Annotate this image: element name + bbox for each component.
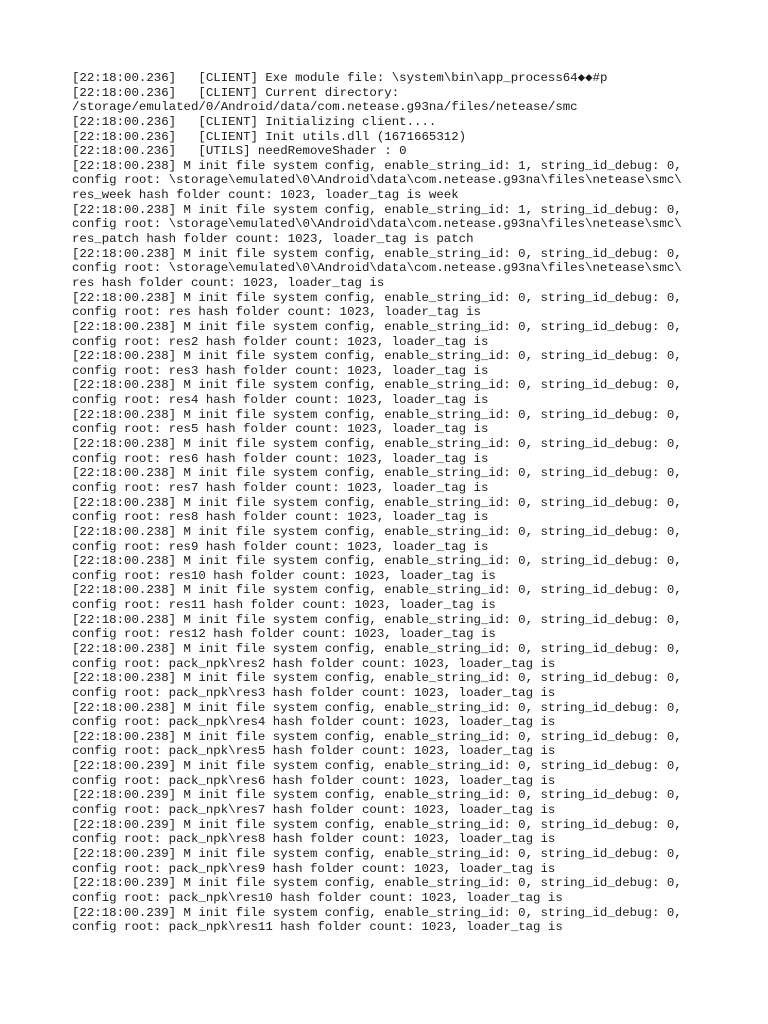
log-line: [22:18:00.238] M init file system config, enable_string_id: 0, string_id_debug: 0, [72, 700, 682, 715]
log-line: /storage/emulated/0/Android/data/com.netease.g93na/files/netease/smc [72, 100, 578, 115]
log-line: [22:18:00.238] M init file system config, enable_string_id: 0, string_id_debug: 0, [72, 554, 682, 569]
log-line: [22:18:00.238] M init file system config, enable_string_id: 0, string_id_debug: 0, [72, 524, 682, 539]
log-line: config root: res2 hash folder count: 1023, loader_tag is [72, 334, 489, 349]
log-line: [22:18:00.239] M init file system config, enable_string_id: 0, string_id_debug: 0, [72, 759, 682, 774]
log-line: [22:18:00.239] M init file system config, enable_string_id: 0, string_id_debug: 0, [72, 876, 682, 891]
log-line: res hash folder count: 1023, loader_tag is [72, 275, 385, 290]
log-lines [72, 71, 762, 935]
log-line: [22:18:00.236] [UTILS] needRemoveShader : 0 [72, 144, 407, 159]
log-line: config root: pack_npk\res6 hash folder count: 1023, loader_tag is [72, 773, 556, 788]
log-line: [22:18:00.238] M init file system config, enable_string_id: 1, string_id_debug: 0, [72, 202, 682, 217]
log-line: config root: pack_npk\res4 hash folder count: 1023, loader_tag is [72, 715, 556, 730]
log-line: [22:18:00.239] M init file system config, enable_string_id: 0, string_id_debug: 0, [72, 846, 682, 861]
log-line: config root: res9 hash folder count: 1023, loader_tag is [72, 539, 489, 554]
log-line: [22:18:00.238] M init file system config, enable_string_id: 0, string_id_debug: 0, [72, 246, 682, 261]
log-line: [22:18:00.238] M init file system config, enable_string_id: 0, string_id_debug: 0, [72, 407, 682, 422]
log-line: config root: res6 hash folder count: 1023, loader_tag is [72, 451, 489, 466]
log-line: config root: pack_npk\res3 hash folder count: 1023, loader_tag is [72, 685, 556, 700]
log-line: [22:18:00.239] M init file system config, enable_string_id: 0, string_id_debug: 0, [72, 905, 682, 920]
log-line: [22:18:00.238] M init file system config, enable_string_id: 0, string_id_debug: 0, [72, 583, 682, 598]
log-line: config root: pack_npk\res5 hash folder count: 1023, loader_tag is [72, 744, 556, 759]
log-line: [22:18:00.236] [CLIENT] Initializing client.... [72, 114, 437, 129]
log-line: [22:18:00.238] M init file system config, enable_string_id: 0, string_id_debug: 0, [72, 349, 682, 364]
log-line: [22:18:00.238] M init file system config, enable_string_id: 0, string_id_debug: 0, [72, 290, 682, 305]
log-line: [22:18:00.239] M init file system config, enable_string_id: 0, string_id_debug: 0, [72, 817, 682, 832]
log-line: config root: pack_npk\res8 hash folder count: 1023, loader_tag is [72, 832, 556, 847]
log-line: config root: res hash folder count: 1023, loader_tag is [72, 305, 481, 320]
log-line: [22:18:00.238] M init file system config, enable_string_id: 0, string_id_debug: 0, [72, 612, 682, 627]
log-line: [22:18:00.236] [CLIENT] Exe module file: \system\bin\app_process64◆◆#p [72, 71, 608, 85]
log-line: config root: \storage\emulated\0\Android\data\com.netease.g93na\files\netease\smc\ [72, 217, 682, 232]
log-line: [22:18:00.238] M init file system config, enable_string_id: 0, string_id_debug: 0, [72, 378, 682, 393]
log-line: config root: pack_npk\res2 hash folder count: 1023, loader_tag is [72, 656, 556, 671]
log-line: config root: \storage\emulated\0\Android\data\com.netease.g93na\files\netease\smc\ [72, 261, 682, 276]
log-line: [22:18:00.239] M init file system config, enable_string_id: 0, string_id_debug: 0, [72, 788, 682, 803]
log-line: [22:18:00.238] M init file system config, enable_string_id: 0, string_id_debug: 0, [72, 319, 682, 334]
log-line: [22:18:00.238] M init file system config, enable_string_id: 0, string_id_debug: 0, [72, 641, 682, 656]
log-line: config root: res10 hash folder count: 1023, loader_tag is [72, 568, 496, 583]
log-line: [22:18:00.238] M init file system config, enable_string_id: 0, string_id_debug: 0, [72, 495, 682, 510]
log-line: config root: res7 hash folder count: 1023, loader_tag is [72, 480, 489, 495]
log-line: [22:18:00.238] M init file system config, enable_string_id: 0, string_id_debug: 0, [72, 466, 682, 481]
log-line: [22:18:00.238] M init file system config, enable_string_id: 0, string_id_debug: 0, [72, 671, 682, 686]
log-line: res_week hash folder count: 1023, loader_tag is week [72, 188, 459, 203]
log-document [72, 71, 762, 935]
log-line: config root: res8 hash folder count: 1023, loader_tag is [72, 510, 489, 525]
log-line: config root: res11 hash folder count: 1023, loader_tag is [72, 598, 496, 613]
log-line: config root: res12 hash folder count: 1023, loader_tag is [72, 627, 496, 642]
log-line: config root: pack_npk\res9 hash folder count: 1023, loader_tag is [72, 861, 556, 876]
log-line: config root: res3 hash folder count: 1023, loader_tag is [72, 363, 489, 378]
log-line: config root: pack_npk\res11 hash folder count: 1023, loader_tag is [72, 920, 563, 935]
log-line: [22:18:00.238] M init file system config, enable_string_id: 1, string_id_debug: 0, [72, 158, 682, 173]
log-line: config root: \storage\emulated\0\Android\data\com.netease.g93na\files\netease\smc\ [72, 173, 682, 188]
log-line: config root: pack_npk\res7 hash folder count: 1023, loader_tag is [72, 803, 556, 818]
log-line: [22:18:00.236] [CLIENT] Current directory: [72, 85, 400, 100]
log-line: [22:18:00.238] M init file system config, enable_string_id: 0, string_id_debug: 0, [72, 729, 682, 744]
log-line: [22:18:00.238] M init file system config, enable_string_id: 0, string_id_debug: 0, [72, 437, 682, 452]
log-line: config root: res4 hash folder count: 1023, loader_tag is [72, 393, 489, 408]
log-line: [22:18:00.236] [CLIENT] Init utils.dll (1671665312) [72, 129, 467, 144]
log-line: config root: res5 hash folder count: 1023, loader_tag is [72, 422, 489, 437]
log-line: config root: pack_npk\res10 hash folder count: 1023, loader_tag is [72, 890, 563, 905]
log-line: res_patch hash folder count: 1023, loader_tag is patch [72, 232, 474, 247]
